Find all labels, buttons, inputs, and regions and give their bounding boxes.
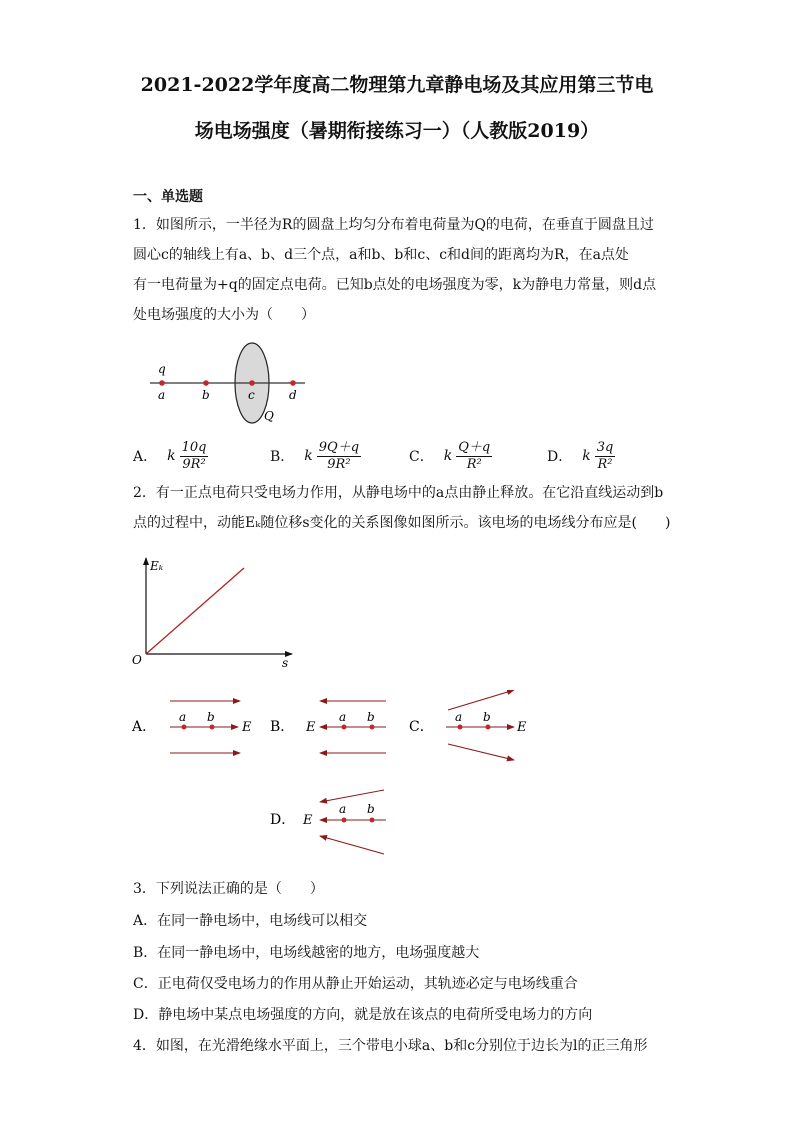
title-line-2: 场电场强度（暑期衔接练习一）（人教版2019） [194, 120, 600, 142]
q1-line-4: 处电场强度的大小为（ ） [133, 307, 315, 323]
q1-option-b[interactable]: B． k $\frac{9Q+q}{\text{9R²}}$ [270, 439, 360, 472]
q2-option-b[interactable] [270, 701, 386, 753]
svg-text:B．: B． [270, 719, 295, 735]
svg-text:E: E [242, 720, 252, 735]
q3-option-d[interactable]: D．静电场中某点电场强度的方向，就是放在该点的电荷所受电场力的方向 [133, 1007, 593, 1023]
q2-option-d[interactable] [270, 790, 386, 854]
question-1-stem [133, 210, 663, 330]
label-c: c [248, 388, 255, 402]
x-axis-label: s [282, 656, 289, 670]
point-a [159, 380, 165, 386]
svg-text:a: a [339, 710, 347, 724]
ek-line [146, 568, 244, 654]
q2-line-1: 2．有一正点电荷只受电场力作用，从静电场中的a点由静止释放。在它沿直线运动到b [133, 485, 664, 501]
q1-disc-figure [140, 340, 320, 430]
point-b [203, 380, 209, 386]
q3-option-b[interactable]: B．在同一静电场中，电场线越密的地方，电场强度越大 [133, 945, 480, 961]
q2-line-2: 点的过程中，动能Eₖ随位移s变化的关系图像如图所示。该电场的电场线分布应是( ) [133, 515, 671, 531]
q2-option-a[interactable] [131, 701, 252, 753]
svg-text:C．: C． [409, 719, 434, 735]
svg-text:b: b [367, 710, 375, 724]
q2-option-c[interactable] [409, 690, 527, 760]
svg-text:A．: A． [132, 719, 157, 735]
q1-line-1: 1．如图所示，一半径为R的圆盘上均匀分布着电荷量为Q的电荷，在垂直于圆盘且过 [133, 217, 654, 233]
ek-s-graph [130, 552, 300, 670]
document-title [60, 62, 734, 154]
svg-text:b: b [207, 710, 215, 724]
label-a: a [158, 388, 166, 402]
question-4-stem: 4．如图，在光滑绝缘水平面上，三个带电小球a、b和c分别位于边长为l的正三角形 [133, 1038, 648, 1054]
y-axis-label: Eₖ [150, 559, 164, 573]
q1-line-2: 圆心c的轴线上有a、b、d三个点，a和b、b和c、c和d间的距离均为R，在a点处 [133, 247, 629, 263]
q3-option-c[interactable]: C．正电荷仅受电场力的作用从静止开始运动，其轨迹必定与电场线重合 [133, 976, 578, 992]
svg-text:a: a [455, 710, 463, 724]
svg-text:E: E [306, 720, 316, 735]
label-b: b [202, 388, 210, 402]
label-d: d [289, 388, 297, 402]
q1-line-3: 有一电荷量为+q的固定点电荷。已知b点处的电场强度为零，k为静电力常量，则d点 [133, 277, 657, 293]
origin-label: O [132, 653, 142, 667]
point-d [290, 380, 296, 386]
q3-option-a[interactable]: A．在同一静电场中，电场线可以相交 [133, 913, 368, 929]
q1-option-c[interactable]: C． k $\frac{Q+q}{\text{R²}}$ [409, 439, 491, 472]
question-3-stem: 3．下列说法正确的是（ ） [133, 881, 324, 897]
svg-text:b: b [367, 802, 375, 816]
svg-text:a: a [179, 710, 187, 724]
q1-option-d[interactable]: D． k $\frac{3q}{\text{R²}}$ [547, 439, 614, 472]
q1-options [133, 436, 693, 476]
svg-text:a: a [339, 802, 347, 816]
question-2-stem [133, 478, 671, 538]
q2-option-diagrams [130, 690, 530, 860]
svg-text:E: E [303, 813, 313, 828]
svg-text:D．: D． [270, 812, 296, 828]
point-c [249, 380, 255, 386]
svg-text:E: E [517, 720, 527, 735]
section-heading: 一、单选题 [133, 189, 203, 205]
title-line-1: 2021-2022学年度高二物理第九章静电场及其应用第三节电 [140, 74, 654, 96]
label-q: q [158, 362, 166, 376]
svg-text:b: b [483, 710, 491, 724]
q1-option-a[interactable]: A． k $\frac{10q}{\text{9R²}}$ [133, 439, 207, 472]
label-Q: Q [264, 409, 274, 423]
